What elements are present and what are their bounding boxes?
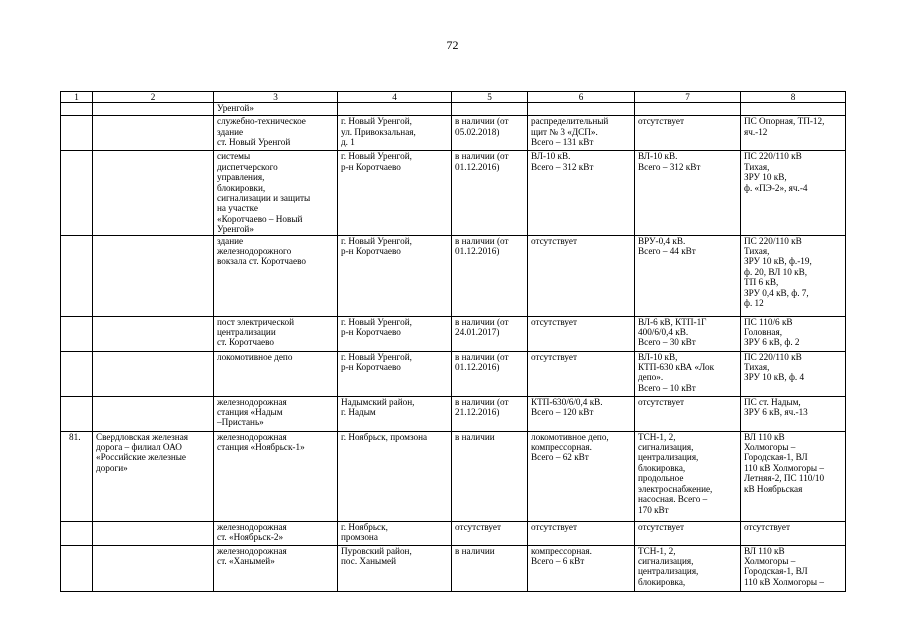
table-cell-col-6: отсутствует xyxy=(528,351,635,396)
table-cell-col-2 xyxy=(93,235,214,316)
column-header-7: 7 xyxy=(635,92,741,103)
table-cell-col-2 xyxy=(93,396,214,431)
column-header-6: 6 xyxy=(528,92,635,103)
table-cell-col-3: железнодорожная ст. «Ханымей» xyxy=(214,545,338,591)
column-header-2: 2 xyxy=(93,92,214,103)
table-cell-col-2 xyxy=(93,351,214,396)
table-row xyxy=(61,396,846,431)
table-cell-col-7: ВРУ-0,4 кВ. Всего – 44 кВт xyxy=(635,235,741,316)
table-cell-col-5 xyxy=(452,103,528,116)
table-cell-col-5: в наличии (от 05.02.2018) xyxy=(452,116,528,151)
column-header-5: 5 xyxy=(452,92,528,103)
table-cell-col-1 xyxy=(61,351,93,396)
column-header-3: 3 xyxy=(214,92,338,103)
table-cell-col-3: железнодорожная станция «Ноябрьск-1» xyxy=(214,431,338,521)
table-cell-col-5: в наличии (от 01.12.2016) xyxy=(452,235,528,316)
table-cell-col-3: железнодорожная станция «Надым –Пристань» xyxy=(214,396,338,431)
table-cell-col-1 xyxy=(61,116,93,151)
table-cell-col-8: ВЛ 110 кВ Холмогоры – Городская-1, ВЛ 110 кВ Холмогоры – Летняя-2, ПС 110/10 кВ Ноябрьская xyxy=(741,431,846,521)
table-row xyxy=(61,235,846,316)
table-row xyxy=(61,545,846,591)
table-row xyxy=(61,151,846,235)
table-cell-col-3: пост электрической централизации ст. Коротчаево xyxy=(214,316,338,351)
table-cell-col-5: в наличии xyxy=(452,431,528,521)
table-cell-col-7: ТСН-1, 2, сигнализация, централизация, блокировка, продольное электроснабжение, насосная. Всего – 170 кВт xyxy=(635,431,741,521)
table-cell-col-8: ПС Опорная, ТП-12, яч.-12 xyxy=(741,116,846,151)
table-cell-col-7: отсутствует xyxy=(635,396,741,431)
table-cell-col-6: КТП-630/6/0,4 кВ. Всего – 120 кВт xyxy=(528,396,635,431)
column-header-1: 1 xyxy=(61,92,93,103)
table-cell-col-5: в наличии (от 01.12.2016) xyxy=(452,151,528,235)
table-cell-col-4 xyxy=(338,103,452,116)
table-cell-col-6: отсутствует xyxy=(528,316,635,351)
table-cell-col-8: ПС 220/110 кВ Тихая, ЗРУ 10 кВ, ф. «ПЭ-2», яч.-4 xyxy=(741,151,846,235)
page-number: 72 xyxy=(446,38,459,52)
table-cell-col-6: компрессорная. Всего – 6 кВт xyxy=(528,545,635,591)
table-cell-col-6: ВЛ-10 кВ. Всего – 312 кВт xyxy=(528,151,635,235)
table-cell-col-2 xyxy=(93,316,214,351)
table-cell-col-3: здание железнодорожного вокзала ст. Коротчаево xyxy=(214,235,338,316)
table-cell-col-5: в наличии (от 24.01.2017) xyxy=(452,316,528,351)
table-cell-col-1: 81. xyxy=(61,431,93,521)
table-cell-col-2 xyxy=(93,151,214,235)
table-cell-col-1 xyxy=(61,151,93,235)
table-cell-col-7: ВЛ-10 кВ. Всего – 312 кВт xyxy=(635,151,741,235)
table-cell-col-5: в наличии (от 21.12.2016) xyxy=(452,396,528,431)
table-cell-col-2 xyxy=(93,521,214,545)
table-cell-col-6: отсутствует xyxy=(528,521,635,545)
table-cell-col-7: ВЛ-6 кВ, КТП-1Г 400/6/0,4 кВ. Всего – 30 кВт xyxy=(635,316,741,351)
table-cell-col-8: ВЛ 110 кВ Холмогоры – Городская-1, ВЛ 110 кВ Холмогоры – xyxy=(741,545,846,591)
data-table xyxy=(60,91,846,592)
table-cell-col-7: ВЛ-10 кВ, КТП-630 кВА «Лок депо». Всего – 10 кВт xyxy=(635,351,741,396)
table-cell-col-5: в наличии xyxy=(452,545,528,591)
table-row xyxy=(61,431,846,521)
table-row xyxy=(61,351,846,396)
table-cell-col-2 xyxy=(93,545,214,591)
table-cell-col-1 xyxy=(61,235,93,316)
table-row xyxy=(61,116,846,151)
table-cell-col-4: г. Новый Уренгой, р-н Коротчаево xyxy=(338,351,452,396)
table-cell-col-4: г. Новый Уренгой, р-н Коротчаево xyxy=(338,316,452,351)
column-header-8: 8 xyxy=(741,92,846,103)
table-header-row xyxy=(61,92,846,103)
table-cell-col-3: Уренгой» xyxy=(214,103,338,116)
table-cell-col-3: служебно-техническое здание ст. Новый Уренгой xyxy=(214,116,338,151)
table-cell-col-8: отсутствует xyxy=(741,521,846,545)
table-cell-col-8: ПС 110/6 кВ Головная, ЗРУ 6 кВ, ф. 2 xyxy=(741,316,846,351)
table-cell-col-1 xyxy=(61,521,93,545)
table-cell-col-8: ПС ст. Надым, ЗРУ 6 кВ, яч.-13 xyxy=(741,396,846,431)
table-cell-col-8: ПС 220/110 кВ Тихая, ЗРУ 10 кВ, ф. 4 xyxy=(741,351,846,396)
table-cell-col-4: г. Новый Уренгой, р-н Коротчаево xyxy=(338,151,452,235)
table-cell-col-7 xyxy=(635,103,741,116)
table-cell-col-7: отсутствует xyxy=(635,116,741,151)
table-cell-col-5: в наличии (от 01.12.2016) xyxy=(452,351,528,396)
table-cell-col-6: отсутствует xyxy=(528,235,635,316)
table-cell-col-3: системы диспетчерского управления, блокировки, сигнализации и защиты на участке «Коротчаево – Новый Уренгой» xyxy=(214,151,338,235)
table-cell-col-8 xyxy=(741,103,846,116)
table-row xyxy=(61,103,846,116)
table-cell-col-4: г. Ноябрьск, промзона xyxy=(338,521,452,545)
table-cell-col-3: локомотивное депо xyxy=(214,351,338,396)
table-cell-col-6: локомотивное депо, компрессорная. Всего – 62 кВт xyxy=(528,431,635,521)
table-cell-col-2 xyxy=(93,103,214,116)
table-row xyxy=(61,316,846,351)
column-header-4: 4 xyxy=(338,92,452,103)
table-cell-col-2 xyxy=(93,116,214,151)
table-cell-col-1 xyxy=(61,316,93,351)
table-cell-col-4: г. Новый Уренгой, р-н Коротчаево xyxy=(338,235,452,316)
table-cell-col-3: железнодорожная ст. «Ноябрьск-2» xyxy=(214,521,338,545)
table-row xyxy=(61,521,846,545)
table-cell-col-4: Пуровский район, пос. Ханымей xyxy=(338,545,452,591)
table-cell-col-2: Свердловская железная дорога – филиал ОАО «Российские железные дороги» xyxy=(93,431,214,521)
table-cell-col-1 xyxy=(61,545,93,591)
table-cell-col-7: ТСН-1, 2, сигнализация, централизация, блокировка, xyxy=(635,545,741,591)
table-cell-col-5: отсутствует xyxy=(452,521,528,545)
table-cell-col-7: отсутствует xyxy=(635,521,741,545)
table-cell-col-6 xyxy=(528,103,635,116)
table-cell-col-8: ПС 220/110 кВ Тихая, ЗРУ 10 кВ, ф.-19, ф. 20, ВЛ 10 кВ, ТП 6 кВ, ЗРУ 0,4 кВ, ф. 7, ф. 12 xyxy=(741,235,846,316)
table-cell-col-6: распределительный щит № 3 «ДСП». Всего – 131 кВт xyxy=(528,116,635,151)
table-cell-col-4: Надымский район, г. Надым xyxy=(338,396,452,431)
table-cell-col-4: г. Новый Уренгой, ул. Привокзальная, д. 1 xyxy=(338,116,452,151)
table-cell-col-1 xyxy=(61,396,93,431)
table-cell-col-4: г. Ноябрьск, промзона xyxy=(338,431,452,521)
table-cell-col-1 xyxy=(61,103,93,116)
